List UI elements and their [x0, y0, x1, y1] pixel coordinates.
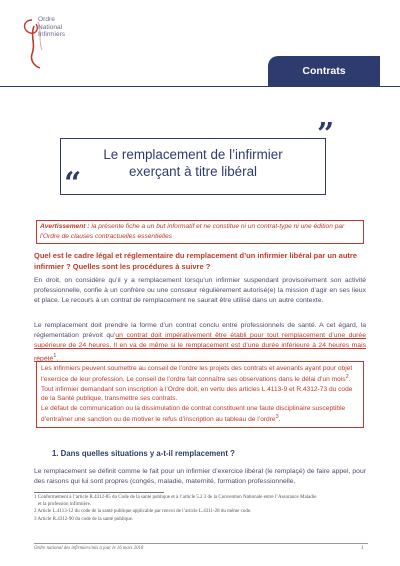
- note-text-3: Le défaut de communication ou la dissimulation de contrat constituent une faute disciplinaire susceptible d’entraîner une sanction ou de motiver le refus d’inscription au tableau de l’ordre: [41, 404, 346, 424]
- footnote-ref-1[interactable]: 1: [53, 353, 57, 359]
- section-tab-contrats: Contrats: [268, 56, 380, 86]
- quote-open-mark: “: [64, 166, 82, 201]
- footnote-3: 3 Article R.4312-90 du code de la santé publique.: [34, 516, 134, 522]
- section-heading-1: 1. Dans quelles situations y a-t-il remplacement ?: [52, 449, 235, 458]
- ordre-note-box: [36, 361, 364, 428]
- warning-label: Avertissement :: [40, 223, 90, 230]
- logo-line: Infirmiers: [38, 31, 66, 39]
- paragraph-definition: En droit, on considère qu’il y a remplacement lorsqu’un infirmier suspendant provisoirement son activité professionnelle, confie à un confrère ou une consœur régulièrement autorisé(e) la mission d’agir en ses lieux et place. Le recours à un contrat de remplacement ne saurait être utilisé dans un autre contexte.: [34, 277, 366, 304]
- paragraph-contract-end: .: [56, 355, 59, 363]
- main-question: Quel est le cadre légal et réglementaire du remplacement d’un infirmier libéral par un autre infirmier ? Quelles sont les procédures à suivre ?: [34, 251, 358, 271]
- quote-close-mark: ”: [317, 117, 335, 152]
- paragraph-section1: Le remplacement se définit comme le fait pour un infirmier d’exercice libéral (le remplaçé) de faire appel, pour des raisons qui lui sont propres (congés, maladie, maternité, formation professionnelle,: [34, 468, 366, 485]
- note-paragraph-2: Tout infirmier demandant son inscription à l’Ordre doit, en vertu des articles L.4113-9 et R.4312-73 du code de la Santé publique, transmettre ses contrats.: [41, 386, 353, 403]
- footnote-ref-2[interactable]: 2: [345, 374, 349, 381]
- paragraph-contract: [34, 321, 366, 364]
- footnote-divider: [34, 492, 164, 493]
- logo-line: National: [38, 23, 63, 31]
- logo-wordmark: [38, 16, 65, 39]
- warning-box: [36, 220, 364, 244]
- footnote-2: 2 Article L.4113-12 du code de la santé publique applicable par renvoi de l’article L.4311-28 du même code.: [34, 509, 252, 515]
- footnote-1: 1 Conformément à l’article R.4312-85 du Code de la santé publique et à l’article 5.2.3 de la Convention Nationale entre l’Assurance Maladie: [34, 495, 317, 500]
- page-title-line2: exerçant à titre libéral: [128, 164, 257, 179]
- footnote-1-cont: et la profession infirmière.: [38, 502, 92, 508]
- note-text-1: Les infirmiers peuvent soumettre au conseil de l’ordre les projets des contrats et avenants ayant pour objet l’exercice de leur profession. Le conseil de l’ordre fait connaître ses observations dans le délai d’un mois: [41, 365, 353, 384]
- paragraph-contract-highlight: un contrat doit impérativement être établi pour tout remplacement d’une durée supérieure de 24 heures. Il en va de même si le remplacement est d’une durée inférieure à 24 heures mais répété: [34, 332, 366, 363]
- footnote-ref-3[interactable]: 3: [275, 414, 279, 421]
- page-title-line1: Le remplacement de l’infirmier: [103, 147, 283, 162]
- logo-line: Ordre: [38, 16, 55, 23]
- footer-divider: [34, 543, 368, 544]
- header-divider: [0, 86, 400, 87]
- footnotes: [34, 494, 368, 523]
- page-title: [60, 146, 326, 180]
- note-paragraph-3: Le défaut de communication ou la dissimulation de contrat constituent une faute disciplinaire susceptible d’entraîner une sanction ou de motiver le refus d’inscription au tableau de l’ordre$^3$.: [41, 404, 346, 424]
- warning-text: la présente fiche a un but informatif et ne constitue ni un contrat-type ni une édition par l’Ordre de clauses contractuelles essentielles: [40, 223, 345, 240]
- page-number: 1: [361, 545, 364, 551]
- paragraph-contract-start: Le remplacement doit prendre la forme d’un contrat conclu entre professionnels de santé. A cet égard, la réglementation prévoit qu’: [34, 322, 366, 339]
- footer-text: Ordre national des infirmiers/mis à jour le 16 mars 2018: [34, 546, 144, 551]
- note-paragraph-1: Les infirmiers peuvent soumettre au conseil de l’ordre les projets des contrats et avenants ayant pour objet l’exercice de leur profession. Le conseil de l’ordre fait connaître ses observations dans le délai d’un mois$^2$.: [41, 365, 353, 384]
